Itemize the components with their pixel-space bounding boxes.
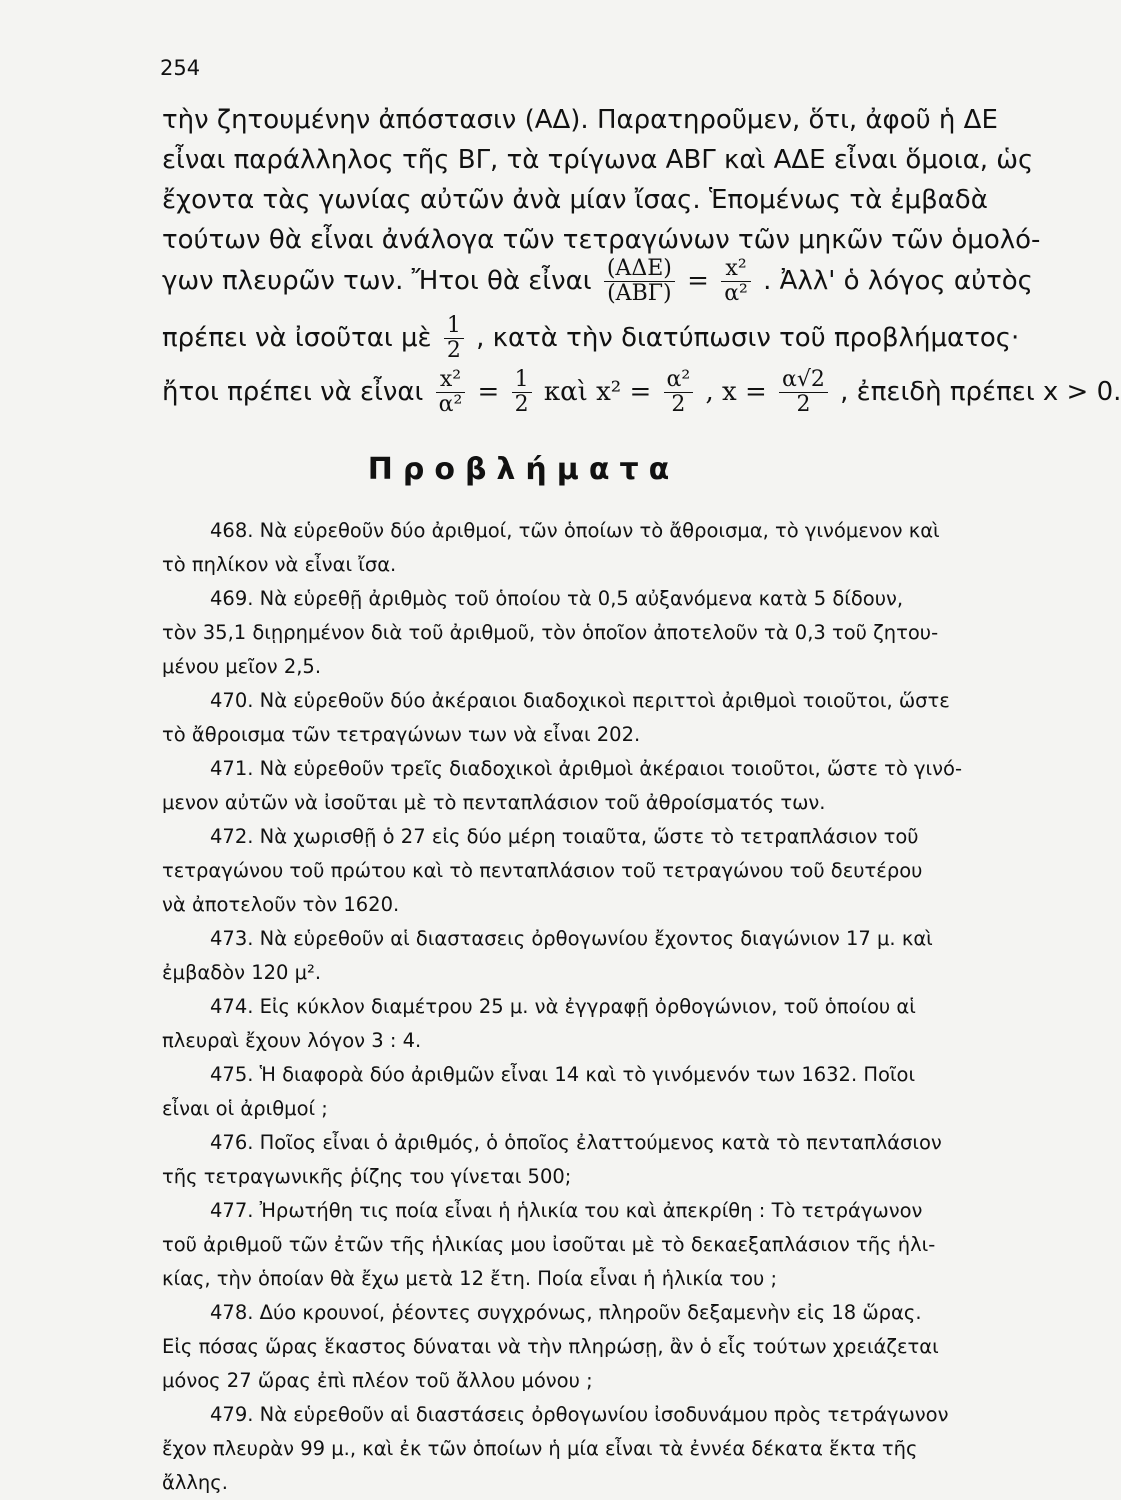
problem-item (162, 752, 992, 820)
eq3-equals: = (477, 377, 500, 407)
problem-line: νὰ ἀποτελοῦν τὸν 1620. (162, 893, 400, 916)
eq3-mid-1: καὶ x² = (543, 377, 652, 407)
page-number: 254 (160, 56, 201, 80)
eq1-frac-numerator: (ΑΔΕ) (604, 257, 675, 282)
section-heading: Προβλήματα (367, 452, 680, 487)
problem-line: 477. Ἠρωτήθη τις ποία εἶναι ἡ ἡλικία του καὶ ἀπεκρίθη : Τὸ τετράγωνον (210, 1199, 923, 1222)
problem-line: 472. Νὰ χωρισθῇ ὁ 27 εἰς δύο μέρη τοιαῦτα, ὥστε τὸ τετραπλάσιον τοῦ (210, 825, 919, 848)
eq1-text-after: . Ἀλλ' ὁ λόγος αὐτὸς (763, 266, 1033, 296)
problem-line: τοῦ ἀριθμοῦ τῶν ἐτῶν τῆς ἡλικίας μου ἰσοῦται μὲ τὸ δεκαεξαπλάσιον τῆς ἡλι- (162, 1233, 936, 1256)
intro-line: τούτων θὰ εἶναι ἀνάλογα τῶν τετραγώνων τῶν μηκῶν τῶν ὁμολό- (162, 225, 1041, 255)
eq3-fraction-3 (664, 368, 694, 417)
eq3-f3-denominator: 2 (671, 392, 686, 417)
eq3-f4-numerator: α√2 (779, 368, 828, 393)
eq2-fraction-half (444, 314, 464, 363)
equation-line-3 (162, 368, 1121, 417)
problem-item (162, 990, 992, 1058)
problem-item (162, 684, 992, 752)
problem-line: 471. Νὰ εὑρεθοῦν τρεῖς διαδοχικοὶ ἀριθμοὶ ἀκέραιοι τοιοῦτοι, ὥστε τὸ γινό- (210, 757, 962, 780)
problem-line: πλευραὶ ἔχουν λόγον 3 : 4. (162, 1029, 422, 1052)
problem-line: 474. Εἰς κύκλον διαμέτρου 25 μ. νὰ ἐγγραφῇ ὀρθογώνιον, τοῦ ὁποίου αἱ (210, 995, 916, 1018)
problem-line: ἐμβαδὸν 120 μ². (162, 961, 322, 984)
problem-line: 475. Ἡ διαφορὰ δύο ἀριθμῶν εἶναι 14 καὶ τὸ γινόμενόν των 1632. Ποῖοι (210, 1063, 916, 1086)
eq3-f2-numerator: 1 (512, 368, 532, 393)
problem-line: τὸν 35,1 διῃρημένον διὰ τοῦ ἀριθμοῦ, τὸν ὁποῖον ἀποτελοῦν τὰ 0,3 τοῦ ζητου- (162, 621, 939, 644)
eq1-equals: = (687, 266, 709, 296)
eq2-text-after: , κατὰ τὴν διατύπωσιν τοῦ προβλήματος· (476, 323, 1020, 353)
problem-line: τετραγώνου τοῦ πρώτου καὶ τὸ πενταπλάσιον τοῦ τετραγώνου τοῦ δευτέρου (162, 859, 923, 882)
eq3-text-after: , ἐπειδὴ πρέπει x > 0. (840, 377, 1121, 407)
problems-list (162, 514, 992, 1500)
problem-line: μένου μεῖον 2,5. (162, 655, 322, 678)
problem-line: εἶναι οἱ ἀριθμοί ; (162, 1097, 328, 1120)
eq2-text-before: πρέπει νὰ ἰσοῦται μὲ (162, 323, 432, 353)
problem-line: κίας, τὴν ὁποίαν θὰ ἔχω μετὰ 12 ἔτη. Ποία εἶναι ἡ ἡλικία του ; (162, 1267, 778, 1290)
problem-line: 468. Νὰ εὑρεθοῦν δύο ἀριθμοί, τῶν ὁποίων τὸ ἄθροισμα, τὸ γινόμενον καὶ (210, 519, 940, 542)
intro-line: εἶναι παράλληλος τῆς ΒΓ, τὰ τρίγωνα ΑΒΓ καὶ ΑΔΕ εἶναι ὅμοια, ὡς (162, 145, 1034, 175)
problem-line: 469. Νὰ εὑρεθῇ ἀριθμὸς τοῦ ὁποίου τὰ 0,5 αὐξανόμενα κατὰ 5 δίδουν, (210, 587, 904, 610)
intro-paragraph (162, 100, 1041, 260)
eq3-f1-numerator: x² (436, 368, 466, 393)
eq1-text-before: γων πλευρῶν των. Ἤτοι θὰ εἶναι (162, 266, 592, 296)
problem-item (162, 582, 992, 684)
eq3-f3-numerator: α² (664, 368, 694, 393)
eq3-f2-denominator: 2 (514, 392, 529, 417)
intro-line: ἔχοντα τὰς γωνίας αὐτῶν ἀνὰ μίαν ἴσας. Ἑπομένως τὰ ἐμβαδὰ (162, 185, 988, 215)
eq3-mid-2: , x = (705, 377, 767, 407)
problem-item (162, 1058, 992, 1126)
problem-line: 476. Ποῖος εἶναι ὁ ἀριθμός, ὁ ὁποῖος ἐλαττούμενος κατὰ τὸ πενταπλάσιον (210, 1131, 942, 1154)
problem-item (162, 1194, 992, 1296)
problem-item (162, 820, 992, 922)
problem-line: Εἰς πόσας ὥρας ἕκαστος δύναται νὰ τὴν πληρώσῃ, ἂν ὁ εἷς τούτων χρειάζεται (162, 1335, 939, 1358)
problem-line: 479. Νὰ εὑρεθοῦν αἱ διαστάσεις ὀρθογωνίου ἰσοδυνάμου πρὸς τετράγωνον (210, 1403, 949, 1426)
eq1-fraction-x (721, 257, 751, 306)
eq3-fraction-4 (779, 368, 828, 417)
problem-line: τὸ πηλίκον νὰ εἶναι ἴσα. (162, 553, 397, 576)
problem-item (162, 922, 992, 990)
problem-item (162, 1126, 992, 1194)
problem-item (162, 1296, 992, 1398)
problem-line: 473. Νὰ εὑρεθοῦν αἱ διαστασεις ὀρθογωνίου ἔχοντος διαγώνιον 17 μ. καὶ (210, 927, 933, 950)
intro-line: τὴν ζητουμένην ἀπόστασιν (ΑΔ). Παρατηροῦμεν, ὅτι, ἀφοῦ ἡ ΔΕ (162, 105, 998, 135)
problem-line: ἔχον πλευρὰν 99 μ., καὶ ἐκ τῶν ὁποίων ἡ μία εἶναι τὰ ἐννέα δέκατα ἕκτα τῆς (162, 1437, 918, 1460)
eq3-f4-denominator: 2 (796, 392, 811, 417)
eq1-frac-denominator: (ΑΒΓ) (607, 281, 672, 306)
problem-line: τὸ ἄθροισμα τῶν τετραγώνων των νὰ εἶναι 202. (162, 723, 641, 746)
eq3-f1-denominator: α² (438, 392, 463, 417)
eq2-frac-denominator: 2 (446, 338, 461, 363)
eq1-fraction-area (604, 257, 675, 306)
problem-item (162, 1398, 992, 1500)
eq3-fraction-1 (436, 368, 466, 417)
problem-line: 470. Νὰ εὑρεθοῦν δύο ἀκέραιοι διαδοχικοὶ περιττοὶ ἀριθμοὶ τοιοῦτοι, ὥστε (210, 689, 950, 712)
problem-line: μενον αὐτῶν νὰ ἰσοῦται μὲ τὸ πενταπλάσιον τοῦ ἀθροίσματός των. (162, 791, 826, 814)
equation-line-1 (162, 257, 1033, 306)
problem-line: τῆς τετραγωνικῆς ῥίζης του γίνεται 500; (162, 1165, 572, 1188)
equation-line-2 (162, 314, 1019, 363)
eq2-frac-numerator: 1 (444, 314, 464, 339)
problem-line: ἄλλης. (162, 1471, 228, 1494)
eq3-text-before: ἤτοι πρέπει νὰ εἶναι (162, 377, 424, 407)
problem-line: μόνος 27 ὥρας ἐπὶ πλέον τοῦ ἄλλου μόνου ; (162, 1369, 593, 1392)
problem-item (162, 514, 992, 582)
eq3-fraction-2 (512, 368, 532, 417)
eq1-frac2-denominator: α² (724, 281, 748, 306)
eq1-frac2-numerator: x² (721, 257, 751, 282)
problem-line: 478. Δύο κρουνοί, ῥέοντες συγχρόνως, πληροῦν δεξαμενὴν εἰς 18 ὥρας. (210, 1301, 922, 1324)
